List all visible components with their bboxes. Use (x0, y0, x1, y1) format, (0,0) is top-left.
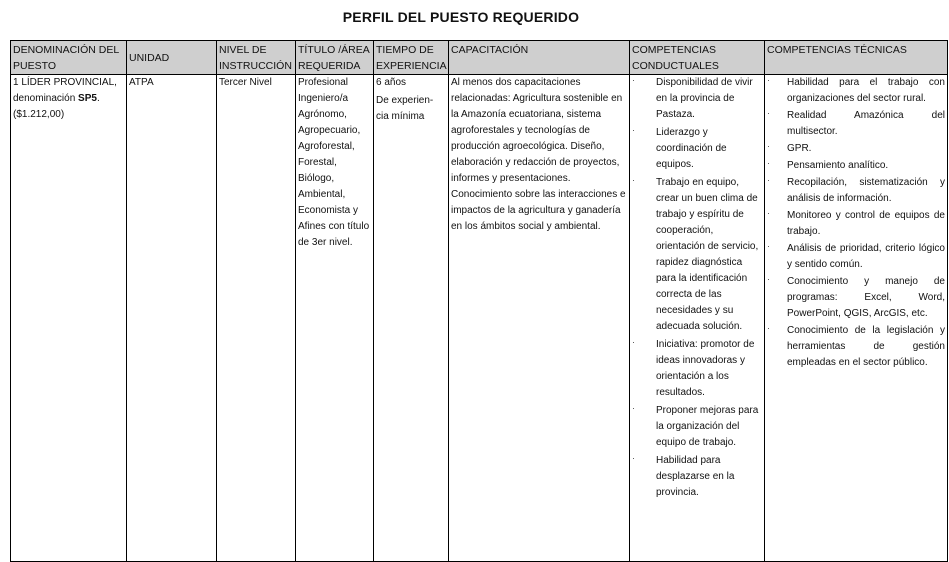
list-item: · Monitoreo y control de equipos de trabajo. (767, 208, 945, 240)
profile-table (10, 40, 948, 562)
position-name: 1 LÍDER PROVINCIAL, (13, 77, 117, 88)
experience-note: De experien- cia mínima (376, 95, 434, 122)
list-item: · Pensamiento analítico. (767, 158, 945, 174)
list-item: · Habilidad para el trabajo con organizaciones del sector rural. (767, 75, 945, 107)
denomination-code: SP5 (78, 93, 97, 104)
list-item: · Disponibilidad de vivir en la provincia de Pastaza. (632, 75, 762, 123)
list-item: · Análisis de prioridad, criterio lógico y sentido común. (767, 241, 945, 273)
list-item: · Habilidad para desplazarse en la provincia. (632, 453, 762, 501)
list-item: · GPR. (767, 141, 945, 157)
list-item: · Iniciativa: promotor de ideas innovadoras y orientación a los resultados. (632, 337, 762, 401)
cell-titulo: Profesional Ingeniero/a Agrónomo, Agropecuario, Agroforestal, Forestal, Biólogo, Ambiental, Economista y Afines con título de 3er nivel. (296, 75, 374, 562)
table-row (11, 75, 948, 562)
position-salary: ($1.212,00) (13, 109, 65, 120)
header-nivel: NIVEL DE INSTRUCCIÓN (217, 41, 296, 75)
header-row (11, 41, 948, 75)
cell-tiempo (374, 75, 449, 562)
list-item: · Conocimiento de la legislación y herramientas de gestión empleadas en el sector público. (767, 323, 945, 371)
cell-denominacion (11, 75, 127, 562)
list-item: · Trabajo en equipo, crear un buen clima de trabajo y espíritu de cooperación, orientación de servicio, rapidez diagnóstica para la identificación correcta de las necesidades y su adecuada solución. (632, 175, 762, 335)
list-item: · Proponer mejoras para la organización del equipo de trabajo. (632, 403, 762, 451)
denomination-label: denominación (13, 93, 79, 104)
header-conductuales: COMPETENCIAS CONDUCTUALES (630, 41, 765, 75)
list-item: · Conocimiento y manejo de programas: Excel, Word, PowerPoint, QGIS, ArcGIS, etc. (767, 274, 945, 322)
header-denominacion: DENOMINACIÓN DEL PUESTO (11, 41, 127, 75)
header-tiempo: TIEMPO DE EXPERIENCIA (374, 41, 449, 75)
cell-tecnicas (765, 75, 948, 562)
header-titulo: TÍTULO /ÁREA REQUERIDA (296, 41, 374, 75)
cell-capacitacion: Al menos dos capacitaciones relacionadas: Agricultura sostenible en la Amazonía ecuatoriana, sistema agroforestales y tecnologías de producción agroecológica. Diseño, elaboración y redacción de proyectos, informes y presentaciones. Conocimiento sobre las interacciones e impactos de la agricultura y ganadería en los ámbitos social y ambiental. (449, 75, 630, 562)
list-item: · Realidad Amazónica del multisector. (767, 108, 945, 140)
experience-years: 6 años (376, 77, 407, 88)
list-item: · Recopilación, sistematización y análisis de información. (767, 175, 945, 207)
document-title: PERFIL DEL PUESTO REQUERIDO (342, 9, 580, 25)
header-tecnicas: COMPETENCIAS TÉCNICAS (765, 41, 948, 75)
behavioral-competencies-list (632, 75, 762, 501)
denomination-end: . (96, 93, 100, 104)
cell-nivel: Tercer Nivel (217, 75, 296, 562)
list-item: · Liderazgo y coordinación de equipos. (632, 125, 762, 173)
cell-unidad: ATPA (127, 75, 217, 562)
cell-conductuales (630, 75, 765, 562)
technical-competencies-list (767, 75, 945, 371)
header-unidad: UNIDAD (127, 41, 217, 75)
header-capacitacion: CAPACITACIÓN (449, 41, 630, 75)
position-denomination (13, 91, 124, 107)
